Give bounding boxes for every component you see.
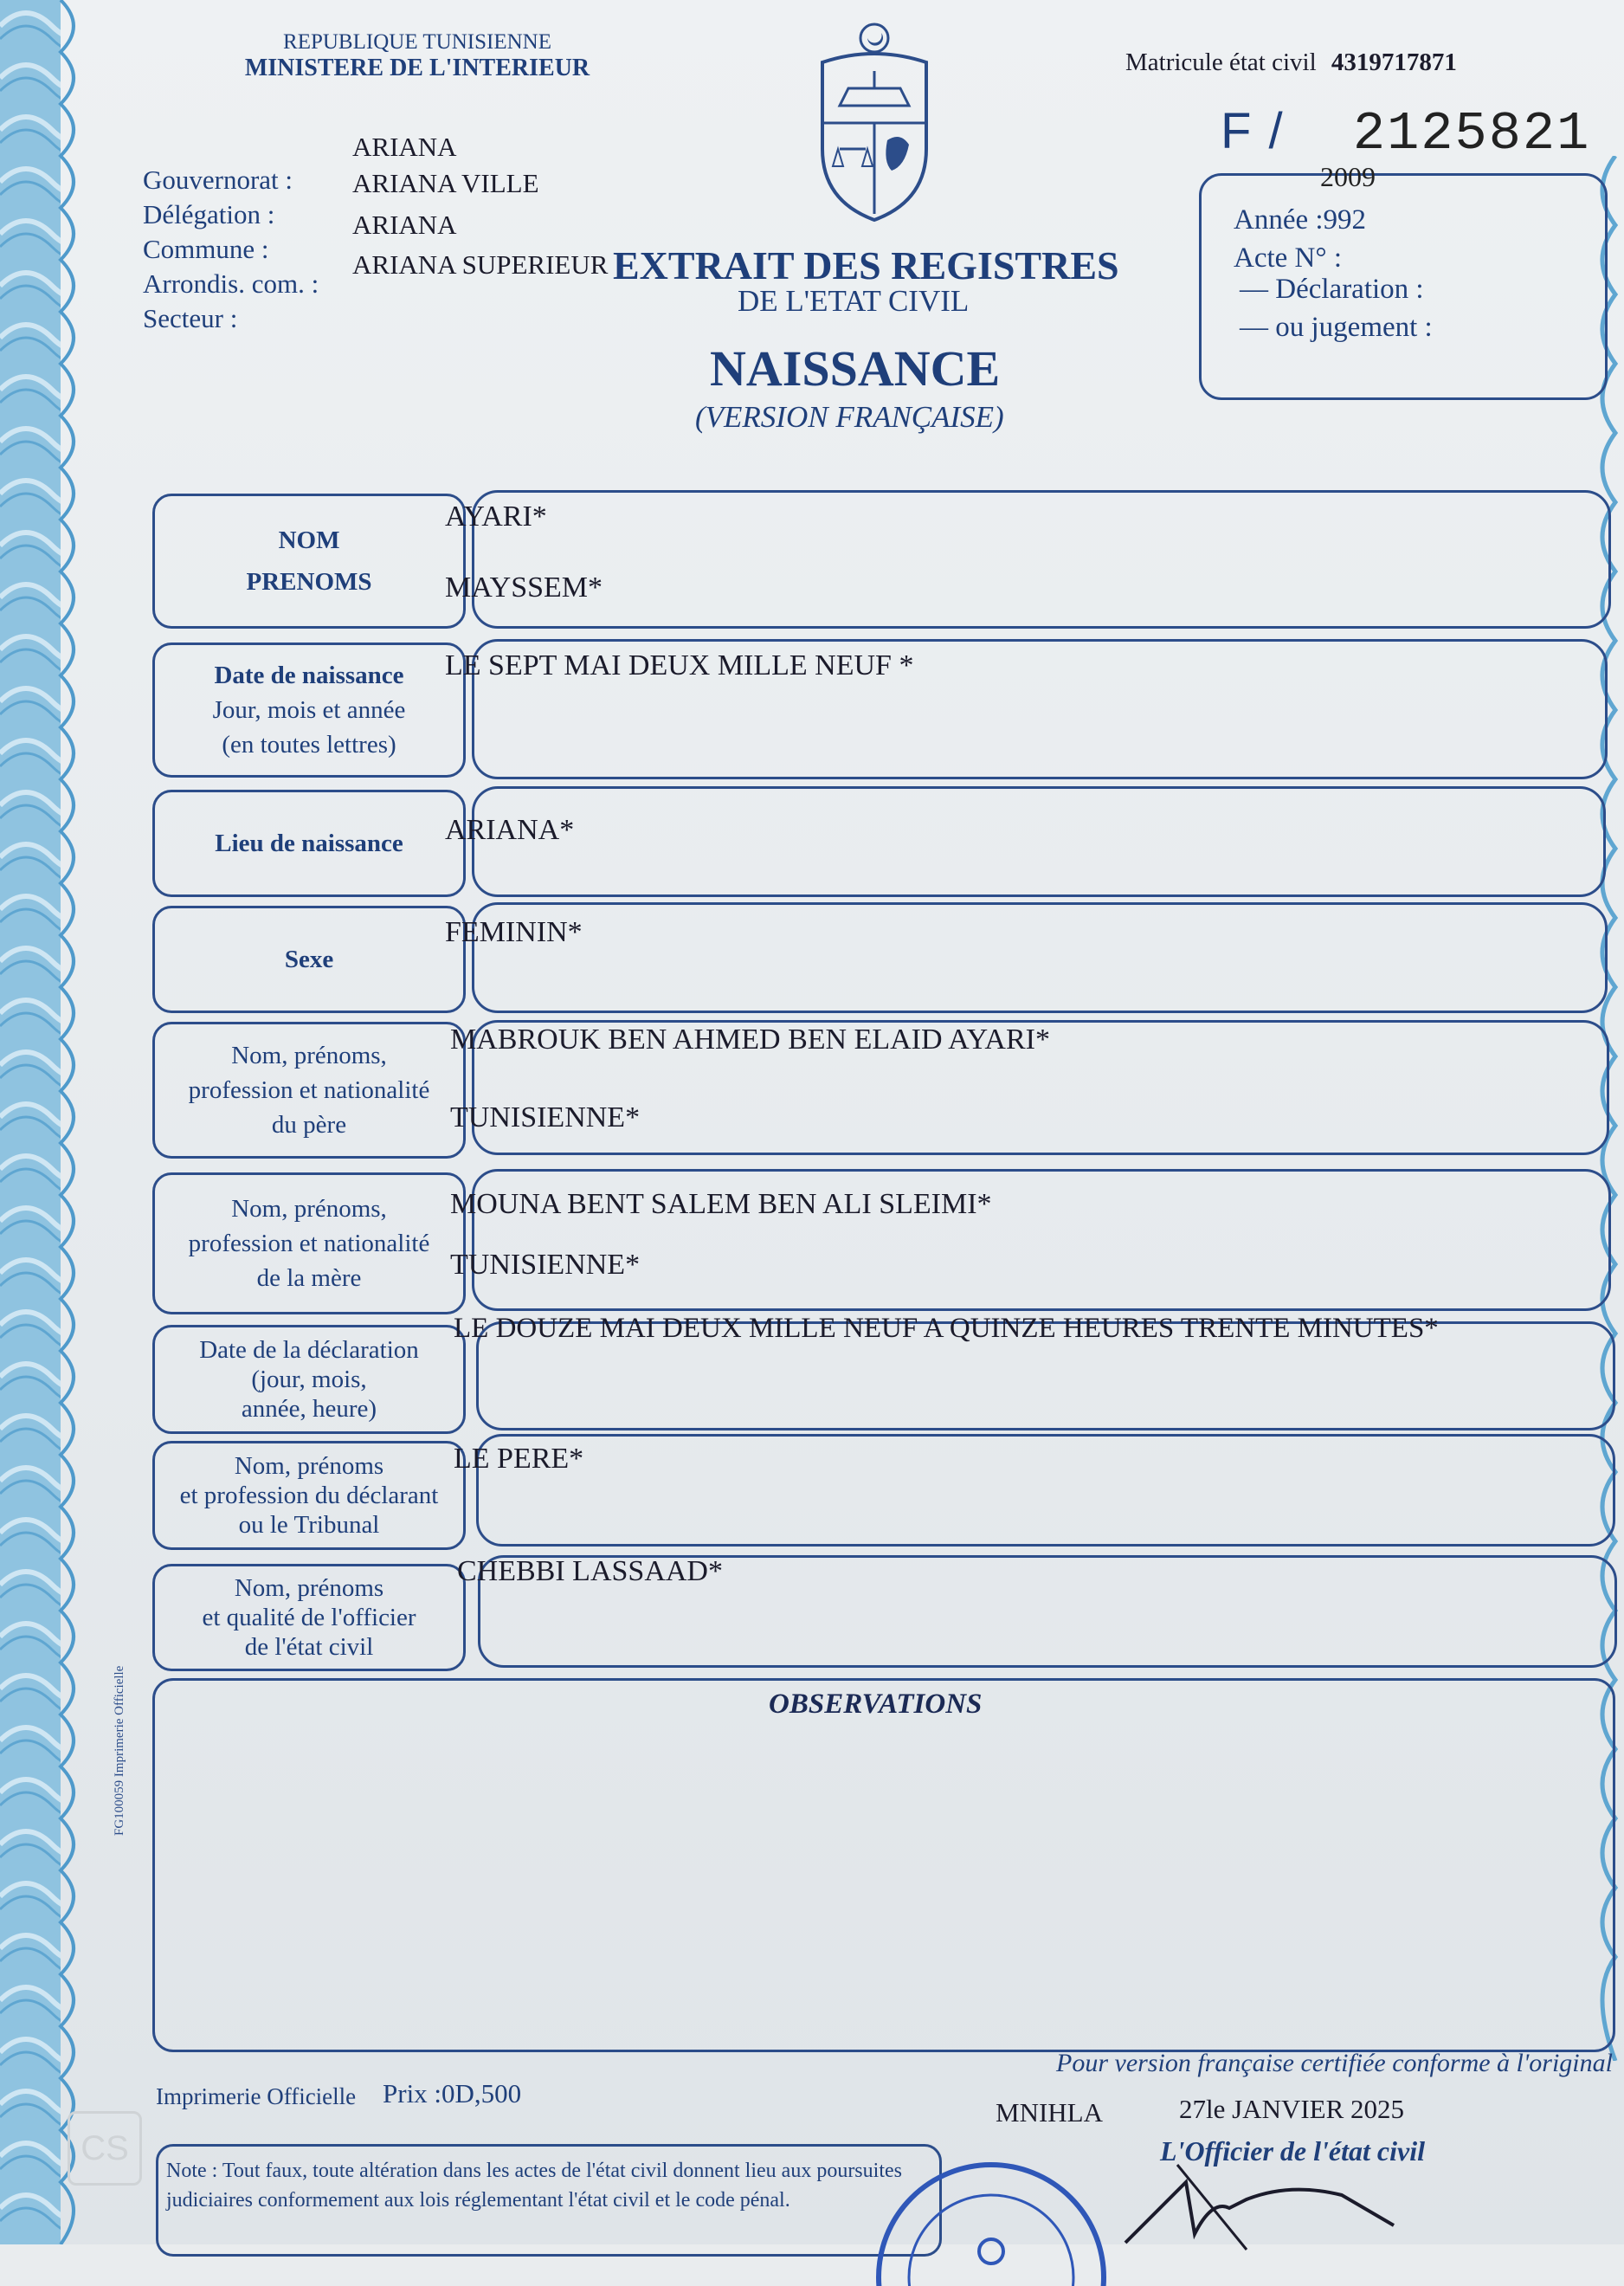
row-value-box [476,1434,1615,1547]
row-label-pere [152,1022,466,1159]
label-mere-1: Nom, prénoms, [231,1195,387,1223]
label-officier-3: de l'état civil [244,1633,374,1661]
acte-year: Année :992 [1234,204,1367,236]
label-pere-1: Nom, prénoms, [231,1042,387,1069]
label-lieu-naissance: Lieu de naissance [215,830,403,857]
value-pere-nom: MABROUK BEN AHMED BEN ELAID AYARI* [450,1024,1050,1056]
side-print-code: FG100059 Imprimerie Officielle [113,1665,126,1836]
row-label-declarant [152,1441,466,1550]
value-officier: CHEBBI LASSAAD* [457,1555,723,1587]
acte-declaration: — Déclaration : [1240,274,1424,305]
label-mere-3: de la mère [256,1264,362,1292]
signature [1117,2147,1480,2251]
label-declarant-1: Nom, prénoms [234,1452,384,1480]
label-officier-2: et qualité de l'officier [202,1604,416,1631]
label-date-naissance-sub2: (en toutes lettres) [222,731,396,759]
observations-box [152,1678,1615,2052]
label-arrondissement: Arrondis. com. : [143,268,319,299]
value-declarant: LE PERE* [454,1443,584,1475]
price-label: Prix :0D,500 [383,2078,522,2108]
issue-date: 27le JANVIER 2025 [1179,2094,1405,2124]
value-date-naissance: LE SEPT MAI DEUX MILLE NEUF * [445,649,914,681]
row-label-lieu [152,790,466,897]
label-pere-3: du père [271,1111,347,1139]
label-sexe: Sexe [284,946,334,973]
label-declarant-3: ou le Tribunal [238,1511,380,1539]
label-nom: NOM [278,526,340,554]
label-mere-2: profession et nationalité [188,1230,430,1257]
label-pere-2: profession et nationalité [188,1076,430,1104]
row-value-box [472,490,1611,629]
label-prenoms: PRENOMS [246,568,372,596]
registry-number-value: 2125821 [1352,103,1591,165]
value-date-declaration: LE DOUZE MAI DEUX MILLE NEUF A QUINZE HEURES TRENTE MINUTES* [454,1313,1439,1344]
value-prenoms: MAYSSEM* [445,572,603,604]
value-delegation: ARIANA VILLE [352,168,539,198]
document-type: NAISSANCE [710,340,1001,397]
ministry-header [235,29,599,81]
value-pere-nationalite: TUNISIENNE* [450,1101,641,1133]
matricule-label: Matricule état civil [1125,48,1317,76]
label-declaration-2: (jour, mois, [251,1366,367,1393]
value-mere-nationalite: TUNISIENNE* [450,1249,641,1281]
value-arrondissement: ARIANA SUPERIEUR [352,249,609,280]
ministry-label: MINISTERE DE L'INTERIEUR [244,55,590,81]
decorative-border-left [0,0,104,2244]
label-declarant-2: et profession du déclarant [179,1482,439,1509]
value-lieu-naissance: ARIANA* [445,814,575,846]
imprimerie-label: Imprimerie Officielle [156,2083,357,2109]
row-label-declaration [152,1325,466,1434]
label-declaration-1: Date de la déclaration [199,1336,419,1364]
label-secteur: Secteur : [143,303,238,333]
officer-signature-label: L'Officier de l'état civil [1160,2135,1425,2167]
document-subtitle: DE L'ETAT CIVIL [738,284,970,318]
label-date-naissance-sub1: Jour, mois et année [212,696,406,724]
handwritten-year: 2009 [1320,161,1376,192]
document-title: EXTRAIT DES REGISTRES [613,243,1119,287]
label-gouvernorat: Gouvernorat : [143,165,293,195]
certified-line: Pour version française certifiée conforme à l'original [1056,2049,1613,2077]
row-label-date-naissance [152,643,466,778]
official-stamp [874,2147,1108,2286]
label-declaration-3: année, heure) [241,1395,377,1423]
document-version: (VERSION FRANÇAISE) [695,400,1004,434]
row-value-box [472,786,1606,897]
row-label-officier [152,1564,466,1671]
registry-number [1221,102,1590,165]
row-label-sexe [152,906,466,1013]
tunisia-emblem [805,19,944,227]
republic-label: REPUBLIQUE TUNISIENNE [283,30,551,54]
value-nom: AYARI* [445,500,547,533]
value-mere-nom: MOUNA BENT SALEM BEN ALI SLEIMI* [450,1188,992,1220]
value-gouvernorat: ARIANA [352,132,457,162]
value-commune: ARIANA [352,210,457,240]
label-delegation: Délégation : [143,199,275,229]
row-value-box [472,902,1608,1013]
acte-number: Acte N° : [1234,242,1342,274]
row-label-mere [152,1172,466,1314]
row-label-nom [152,494,466,629]
observations-title: OBSERVATIONS [769,1689,983,1720]
label-officier-1: Nom, prénoms [234,1574,384,1602]
acte-jugement: — ou jugement : [1240,312,1433,343]
label-commune: Commune : [143,234,269,264]
matricule-value: 4319717871 [1331,48,1457,76]
issue-place: MNIHLA [996,2097,1103,2128]
scanner-watermark: CS [68,2111,142,2186]
value-sexe: FEMININ* [445,916,583,948]
label-date-naissance: Date de naissance [214,662,404,689]
matricule-line [1125,48,1457,77]
registry-prefix: F / [1221,103,1285,159]
legal-note: Note : Tout faux, toute altération dans les actes de l'état civil donnent lieu aux poursuites judiciaires conformement aux lois réglementant l'état civil et le code pénal. [166,2160,902,2212]
